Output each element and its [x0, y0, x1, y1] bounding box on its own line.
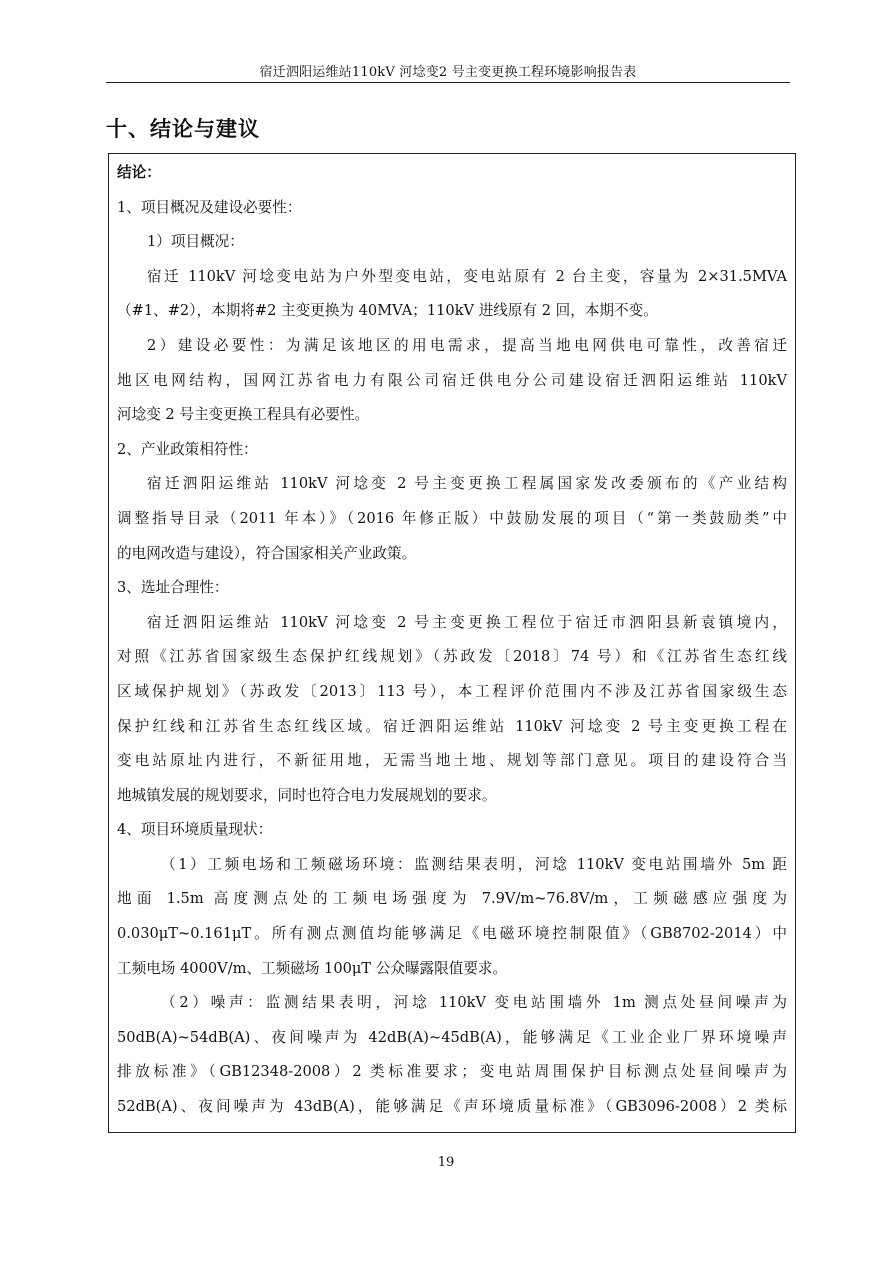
paragraph-line: 0.030μT~0.161μT。所有测点测值均能够满足《电磁环境控制限值》（GB8702-2014）中	[117, 925, 787, 943]
paragraph-line: 的电网改造与建设），符合国家相关产业政策。	[117, 544, 417, 562]
paragraph-line: 地城镇发展的规划要求，同时也符合电力发展规划的要求。	[117, 786, 497, 804]
paragraph-line: 调整指导目录（2011 年本）》（2016 年修正版）中鼓励发展的项目（“第一类鼓励类”中	[117, 509, 787, 527]
paragraph-line: 工频电场 4000V/m、工频磁场 100μT 公众曝露限值要求。	[117, 959, 508, 977]
conclusion-text	[117, 156, 787, 1125]
paragraph-line: 宿迁泗阳运维站 110kV 河埝变 2 号主变更换工程位于宿迁市泗阳县新袁镇境内，	[147, 613, 787, 631]
paragraph-line: 保护红线和江苏省生态红线区域。宿迁泗阳运维站 110kV 河埝变 2 号主变更换工程在	[117, 717, 787, 735]
paragraph-line: 2）建设必要性：为满足该地区的用电需求，提高当地电网供电可靠性，改善宿迁	[147, 336, 787, 354]
paragraph-line: 变电站原址内进行，不新征用地，无需当地土地、规划等部门意见。项目的建设符合当	[117, 752, 787, 770]
paragraph-line: 52dB(A)、夜间噪声为 43dB(A)，能够满足《声环境质量标准》（GB3096-2008）2 类标	[117, 1098, 787, 1116]
paragraph-line: 区域保护规划》（苏政发〔2013〕113 号），本工程评价范围内不涉及江苏省国家级生态	[117, 682, 787, 700]
paragraph-line: 宿迁 110kV 河埝变电站为户外型变电站，变电站原有 2 台主变，容量为 2×31.5MVA	[147, 267, 787, 285]
item-heading-overview: 1）项目概况：	[147, 233, 244, 251]
conclusion-heading: 结论：	[117, 164, 161, 181]
running-header-title: 宿迁泗阳运维站110kV 河埝变2 号主变更换工程环境影响报告表	[259, 65, 637, 80]
paragraph-line: 地面 1.5m 高度测点处的工频电场强度为 7.9V/m~76.8V/m，工频磁感应强度为	[117, 890, 787, 908]
paragraph-line: 50dB(A)~54dB(A)、夜间噪声为 42dB(A)~45dB(A)，能够满足《工业企业厂界环境噪声	[117, 1028, 787, 1046]
subsection-heading-environment: 4、项目环境质量现状：	[117, 821, 273, 839]
subsection-heading-overview: 1、项目概况及建设必要性：	[117, 198, 302, 216]
paragraph-line: （2）噪声：监测结果表明，河埝 110kV 变电站围墙外 1m 测点处昼间噪声为	[161, 994, 787, 1012]
page-number: 19	[437, 1155, 455, 1170]
paragraph-line: （#1、#2），本期将#2 主变更换为 40MVA；110kV 进线原有 2 回，本期不变。	[117, 302, 658, 320]
subsection-heading-policy: 2、产业政策相符性：	[117, 440, 258, 458]
paragraph-line: 宿迁泗阳运维站 110kV 河埝变 2 号主变更换工程属国家发改委颁布的《产业结构	[147, 475, 787, 493]
paragraph-line: 对照《江苏省国家级生态保护红线规划》（苏政发〔2018〕74 号）和《江苏省生态红线	[117, 648, 787, 666]
paragraph-line: 排放标准》（GB12348-2008）2 类标准要求；变电站周围保护目标测点处昼间噪声为	[117, 1063, 787, 1081]
subsection-heading-siting: 3、选址合理性：	[117, 579, 229, 597]
section-title: 十、结论与建议	[106, 117, 260, 141]
header-rule	[106, 82, 790, 83]
paragraph-line: （1）工频电场和工频磁场环境：监测结果表明，河埝 110kV 变电站围墙外 5m 距	[161, 855, 787, 873]
paragraph-line: 河埝变 2 号主变更换工程具有必要性。	[117, 406, 370, 424]
paragraph-line: 地区电网结构，国网江苏省电力有限公司宿迁供电分公司建设宿迁泗阳运维站 110kV	[117, 371, 787, 389]
conclusion-box	[108, 153, 796, 1133]
